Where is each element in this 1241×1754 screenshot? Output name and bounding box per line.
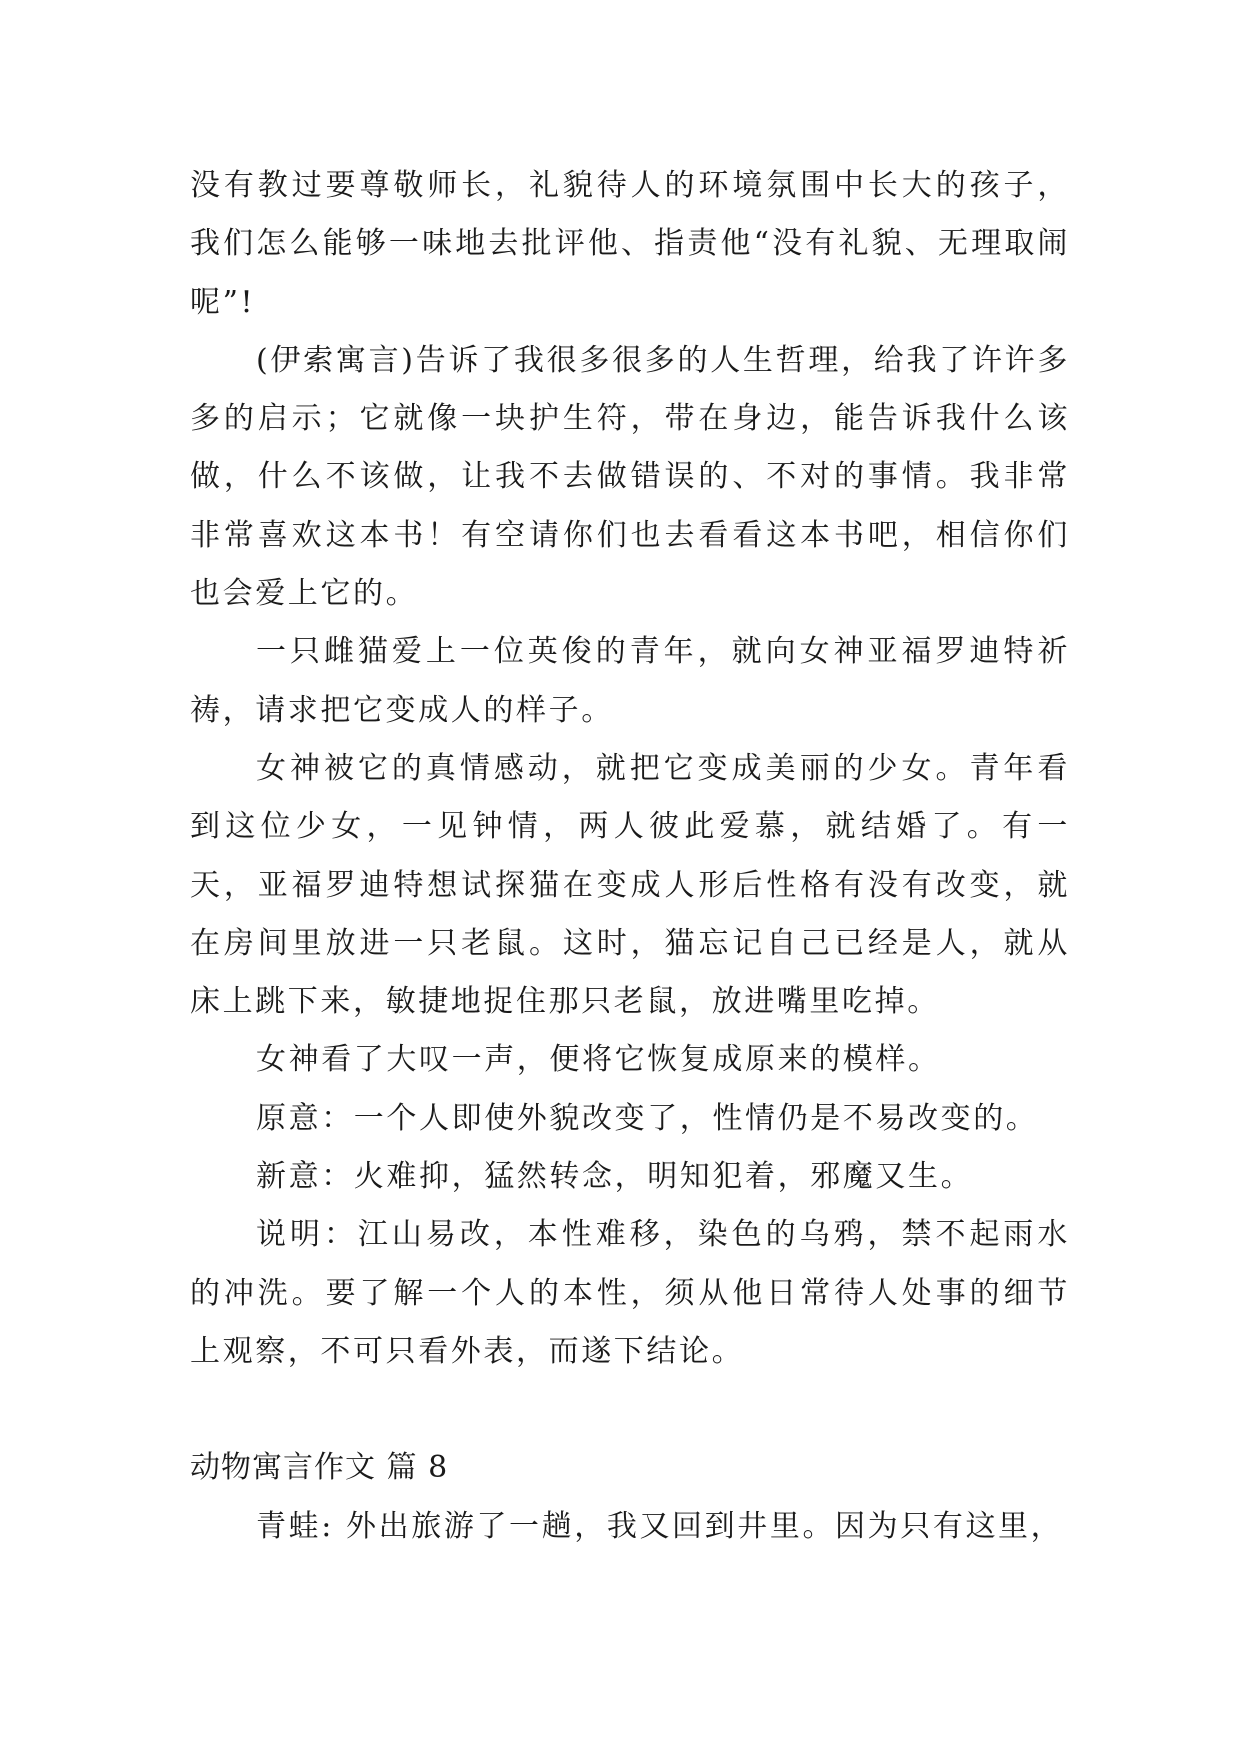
section-title: 动物寓言作文 篇 8 [190, 1450, 449, 1486]
paragraph-8: 说明：江山易改，本性难移，染色的乌鸦，禁不起雨水的冲洗。要了解一个人的本性，须从他日常待人处事的细节上观察，不可只看外表，而遂下结论。 [190, 1217, 1070, 1369]
section-gap [190, 1381, 1070, 1439]
paragraph-4: 女神被它的真情感动，就把它变成美丽的少女。青年看到这位少女，一见钟情，两人彼此爱慕，就结婚了。有一天，亚福罗迪特想试探猫在变成人形后性格有没有改变，就在房间里放进一只老鼠。这时，猫忘记自己已经是人，就从床上跳下来，敏捷地捉住那只老鼠，放进嘴里吃掉。 [190, 750, 1070, 1020]
paragraph-9: 青蛙: 外出旅游了一趟，我又回到井里。因为只有这里， [256, 1508, 1064, 1544]
paragraph-5: 女神看了大叹一声，便将它恢复成原来的模样。 [256, 1042, 941, 1078]
paragraph-2: (伊索寓言)告诉了我很多很多的人生哲理，给我了许许多多的启示；它就像一块护生符，带在身边，能告诉我什么该做，什么不该做，让我不去做错误的、不对的事情。我非常非常喜欢这本书！有空请你们也去看看这本书吧，相信你们也会爱上它的。 [190, 342, 1070, 612]
paragraph-3: 一只雌猫爱上一位英俊的青年，就向女神亚福罗迪特祈祷，请求把它变成人的样子。 [190, 634, 1070, 728]
paragraph-6: 原意：一个人即使外貌改变了，性情仍是不易改变的。 [256, 1100, 1039, 1136]
paragraph-1: 没有教过要尊敬师长，礼貌待人的环境氛围中长大的孩子，我们怎么能够一味地去批评他、指责他“没有礼貌、无理取闹呢”! [190, 168, 1070, 320]
paragraph-7: 新意：火难抑，猛然转念，明知犯着，邪魔又生。 [256, 1159, 974, 1195]
document-body [190, 157, 1070, 1556]
